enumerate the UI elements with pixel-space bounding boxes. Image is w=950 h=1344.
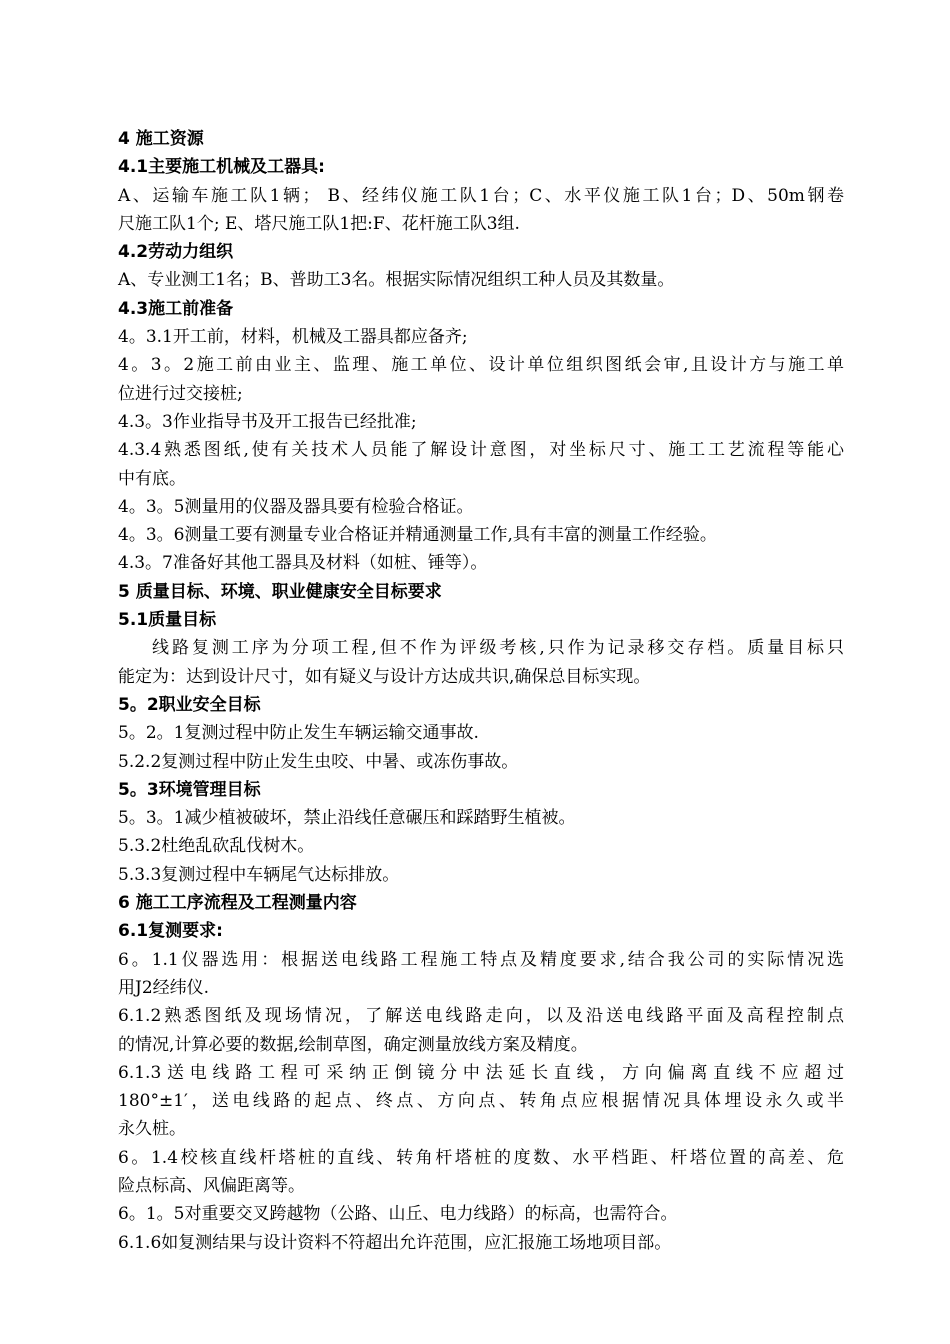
list-item-continuation: 中有底。 bbox=[118, 468, 186, 489]
list-item-continuation: 险点标高、风偏距离等。 bbox=[118, 1175, 305, 1196]
paragraph-line: A、运输车施工队1辆； B、经纬仪施工队1台；C、水平仪施工队1台；D、50m钢卷 bbox=[118, 185, 844, 206]
list-item: 4。3。6测量工要有测量专业合格证并精通测量工作,具有丰富的测量工作经验。 bbox=[118, 525, 717, 546]
section-5-1-heading: 5.1质量目标 bbox=[118, 610, 217, 631]
section-4-heading: 4 施工资源 bbox=[118, 129, 204, 149]
section-6-heading: 6 施工工序流程及工程测量内容 bbox=[118, 893, 357, 914]
paragraph-line: 能定为：达到设计尺寸，如有疑义与设计方达成共识,确保总目标实现。 bbox=[118, 666, 651, 687]
list-item: 4。3。5测量用的仪器及器具要有检验合格证。 bbox=[118, 496, 474, 517]
list-item: 5。3。1减少植被破坏，禁止沿线任意碾压和踩踏野生植被。 bbox=[118, 808, 576, 829]
list-item: 5.3.3复测过程中车辆尾气达标排放。 bbox=[118, 864, 400, 885]
list-item-continuation: 位进行过交接桩; bbox=[118, 383, 243, 404]
document-page bbox=[118, 125, 844, 1257]
list-item: 4.3.4熟悉图纸,使有关技术人员能了解设计意图，对坐标尺寸、施工工艺流程等能心 bbox=[118, 440, 844, 461]
list-item: 5.3.2杜绝乱砍乱伐树木。 bbox=[118, 836, 315, 857]
list-item: 6。1。5对重要交叉跨越物（公路、山丘、电力线路）的标高，也需符合。 bbox=[118, 1204, 678, 1225]
list-item: 5.2.2复测过程中防止发生虫咬、中暑、或冻伤事故。 bbox=[118, 751, 519, 772]
section-4-3-heading: 4.3施工前准备 bbox=[118, 298, 234, 319]
section-5-2-heading: 5。2职业安全目标 bbox=[118, 694, 261, 715]
list-item-continuation: 用J2经纬仪. bbox=[118, 977, 210, 998]
list-item: 6。1.4校核直线杆塔桩的直线、转角杆塔桩的度数、水平档距、杆塔位置的高差、危 bbox=[118, 1147, 844, 1168]
list-item: 4.3。7准备好其他工器具及材料（如桩、锤等）。 bbox=[118, 553, 488, 574]
list-item-continuation: 永久桩。 bbox=[118, 1119, 186, 1140]
list-item: 4。3。2施工前由业主、监理、施工单位、设计单位组织图纸会审,且设计方与施工单 bbox=[118, 355, 844, 376]
list-item: 6.1.3送电线路工程可采纳正倒镜分中法延长直线，方向偏离直线不应超过 bbox=[118, 1062, 844, 1083]
list-item: 4.3。3作业指导书及开工报告已经批准; bbox=[118, 411, 417, 432]
section-4-1-heading: 4.1主要施工机械及工器具: bbox=[118, 157, 325, 178]
list-item: 6。1.1仪器选用：根据送电线路工程施工特点及精度要求,结合我公司的实际情况选 bbox=[118, 949, 844, 970]
list-item: 5。2。1复测过程中防止发生车辆运输交通事故. bbox=[118, 723, 479, 744]
section-4-2-heading: 4.2劳动力组织 bbox=[118, 242, 234, 263]
list-item-continuation: 的情况,计算必要的数据,绘制草图，确定测量放线方案及精度。 bbox=[118, 1034, 588, 1055]
section-5-3-heading: 5。3环境管理目标 bbox=[118, 779, 261, 800]
list-item: 6.1.6如复测结果与设计资料不符超出允许范围，应汇报施工场地项目部。 bbox=[118, 1232, 672, 1253]
paragraph-line: A、专业测工1名；B、普助工3名。根据实际情况组织工种人员及其数量。 bbox=[118, 270, 675, 291]
paragraph-line: 线路复测工序为分项工程,但不作为评级考核,只作为记录移交存档。质量目标只 bbox=[152, 638, 844, 659]
paragraph-line: 尺施工队1个; E、塔尺施工队1把:F、花杆施工队3组. bbox=[118, 213, 520, 234]
list-item: 6.1.2熟悉图纸及现场情况，了解送电线路走向，以及沿送电线路平面及高程控制点 bbox=[118, 1006, 844, 1027]
list-item-continuation: 180°±1′，送电线路的起点、终点、方向点、转角点应根据情况具体埋设永久或半 bbox=[118, 1091, 844, 1112]
list-item: 4。3.1开工前，材料，机械及工器具都应备齐; bbox=[118, 327, 468, 348]
section-6-1-heading: 6.1复测要求: bbox=[118, 921, 223, 942]
section-5-heading: 5 质量目标、环境、职业健康安全目标要求 bbox=[118, 581, 442, 602]
